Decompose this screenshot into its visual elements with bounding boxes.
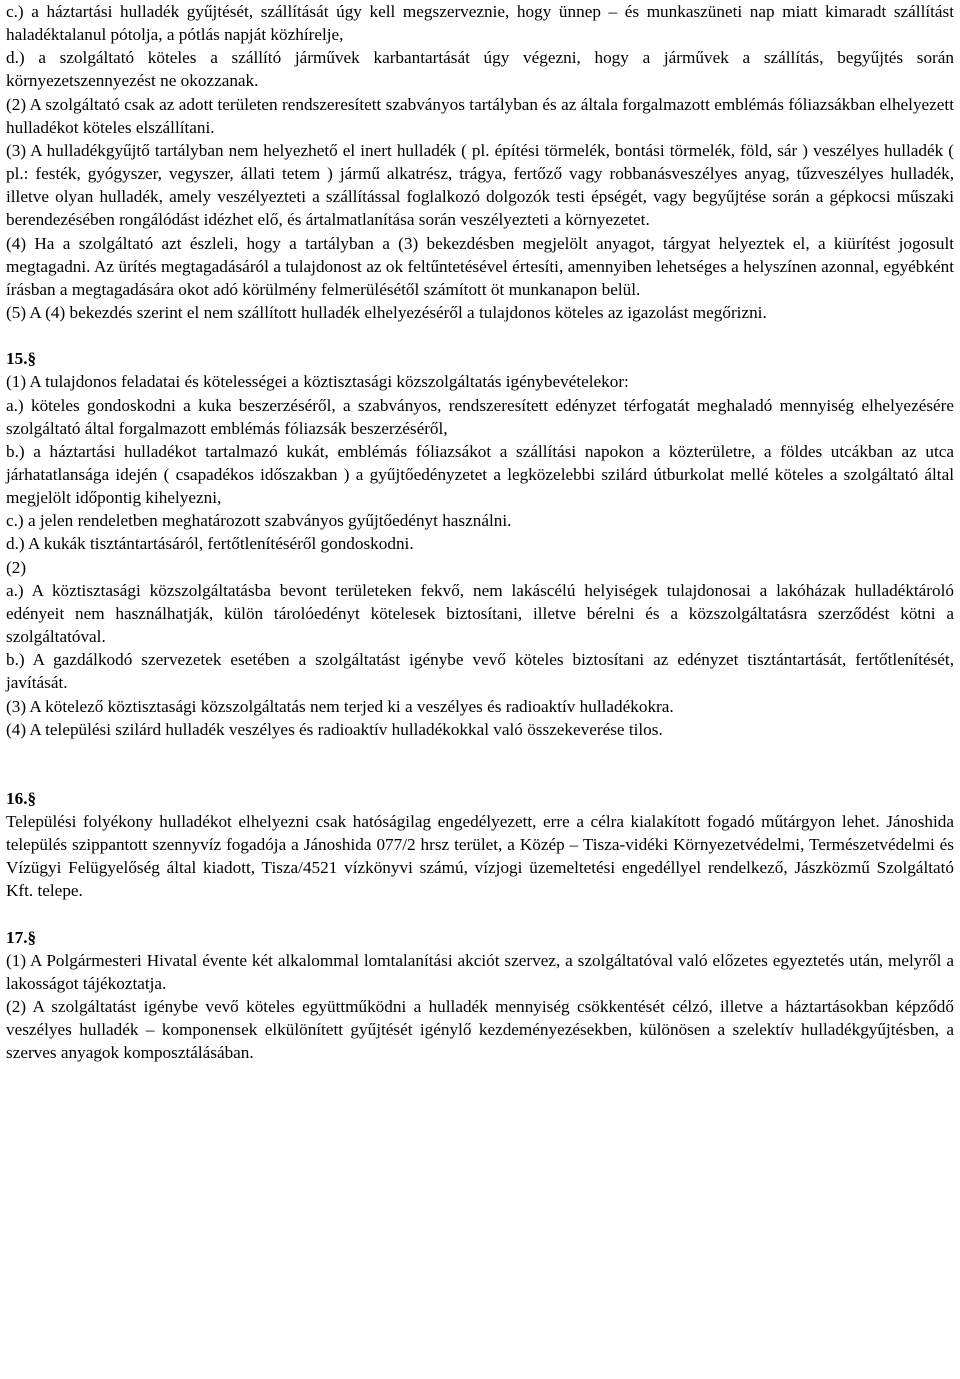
section-15-paragraph: (2) [6,557,27,577]
section-15-paragraph: (3) A kötelező köztisztasági közszolgáltatás nem terjed ki a veszélyes és radioaktív hulladékokra. [6,696,674,716]
paragraph-c: c.) a háztartási hulladék gyűjtését, szállítását úgy kell megszerveznie, hogy ünnep – és munkaszüneti nap miatt kimaradt szállítást haladéktalanul pótolja, a pótlás napját közhírelje, [6,2,954,45]
section-15-paragraph: a.) köteles gondoskodni a kuka beszerzéséről, a szabványos, rendszeresített edényzet térfogatát meghaladó mennyiség elhelyezésére szolgáltató által forgalmazott emblémás fóliazsák beszerzéséről, [6,395,954,438]
section-15-paragraph: b.) a háztartási hulladékot tartalmazó kukát, emblémás fóliazsákot a szállítási napokon a közterületre, a földes utcákban az utca járhatatlansága idején ( csapadékos időszakban ) a gyűjtőedényzetet a legközelebbi szilárd útburkolat mellé köteles a szolgáltató által megjelölt időpontig kihelyezni, [6,441,954,508]
section-16-heading [6,787,954,810]
section-16-paragraph: Települési folyékony hulladékot elhelyezni csak hatóságilag engedélyezett, erre a célra kialakított fogadó műtárgyon lehet. Jánoshida település szippantott szennyvíz fogadója a Jánoshida 077/2 hrsz terület, a Közép – Tisza-vidéki Környezetvédelmi, Természetvédelmi és Vízügyi Felügyelőség által kiadott, Tisza/4521 vízkönyvi számú, vízjogi üzemeltetési engedéllyel rendelkező, Jászközmű Szolgáltató Kft. telepe. [6,812,954,901]
section-symbol: § [27,349,37,369]
section-15-number: 15. [6,349,28,369]
section-17-paragraph: (1) A Polgármesteri Hivatal évente két alkalommal lomtalanítási akciót szervez, a szolgáltatóval való előzetes egyeztetés után, melyről a lakosságot tájékoztatja. [6,950,954,993]
section-15-paragraph: a.) A köztisztasági közszolgáltatásba bevont területeken fekvő, nem lakáscélú helyiségek tulajdonosai a lakóházak hulladéktároló edényeit nem használhatják, külön tárolóedényt kötelesek biztosítani, illetve bérelni és a közszolgáltatásra szerződést kötni a szolgáltatóval. [6,580,954,647]
paragraph-4: (4) Ha a szolgáltató azt észleli, hogy a tartályban a (3) bekezdésben megjelölt anyagot, tárgyat helyeztek el, a kiürítést jogosult megtagadni. Az ürítés megtagadásáról a tulajdonost az ok feltűntetésével értesíti, amennyiben lehetséges a helyszínen azonnal, egyébként írásban a megtagadására okot adó körülmény felmerülésétől számított öt munkanapon belül. [6,233,954,299]
section-symbol: § [27,788,37,808]
section-17-number: 17. [6,927,28,947]
section-15-paragraph: d.) A kukák tisztántartásáról, fertőtlenítéséről gondoskodni. [6,534,414,554]
section-15-paragraph: b.) A gazdálkodó szervezetek esetében a szolgáltatást igénybe vevő köteles biztosítani az edényzet tisztántartását, fertőtlenítését, javítását. [6,650,954,693]
section-15-heading [6,347,954,370]
section-15-paragraph: (1) A tulajdonos feladatai és kötelességei a köztisztasági közszolgáltatás igénybevételekor: [6,372,629,392]
spacer [6,324,954,347]
section-16-number: 16. [6,788,28,808]
paragraph-2: (2) A szolgáltató csak az adott területen rendszeresített szabványos tartályban és az általa forgalmazott emblémás fóliazsákban elhelyezett hulladékot köteles elszállítani. [6,94,954,137]
section-17-heading [6,926,954,949]
paragraph-3: (3) A hulladékgyűjtő tartályban nem helyezhető el inert hulladék ( pl. építési törmelék, bontási törmelék, föld, sár ) veszélyes hulladék ( pl.: festék, gyógyszer, vegyszer, állati tetem ) jármű alkatrész, trágya, fertőző vagy robbanásveszélyes anyag, tűzveszélyes hulladék, illetve olyan hulladék, amely veszélyezteti a szállítással foglalkozó dolgozók testi épségét, vagy begyűjtése során a gépkocsi műszaki berendezésében rongálódást idézhet elő, és ártalmatlanítása során veszélyezteti a környezetet. [6,140,954,230]
spacer [6,741,954,787]
spacer [6,903,954,926]
paragraph-d: d.) a szolgáltató köteles a szállító járművek karbantartását úgy végezni, hogy a járművek a szállítás, begyűjtés során környezetszennyezést ne okozzanak. [6,48,954,91]
section-15-paragraph: (4) A települési szilárd hulladék veszélyes és radioaktív hulladékokkal való összekeverése tilos. [6,719,663,739]
paragraph-5: (5) A (4) bekezdés szerint el nem szállított hulladék elhelyezéséről a tulajdonos köteles az igazolást megőrizni. [6,303,767,323]
section-17-paragraph: (2) A szolgáltatást igénybe vevő köteles együttműködni a hulladék mennyiség csökkentését célzó, illetve a háztartásokban képződő veszélyes hulladék – komponensek elkülönített gyűjtését igénylő kezdeményezésekben, különösen a szelektív hulladékgyűjtésben, a szerves anyagok komposztálásában. [6,997,954,1063]
section-symbol: § [27,927,37,947]
section-15-paragraph: c.) a jelen rendeletben meghatározott szabványos gyűjtőedényt használni. [6,511,512,531]
